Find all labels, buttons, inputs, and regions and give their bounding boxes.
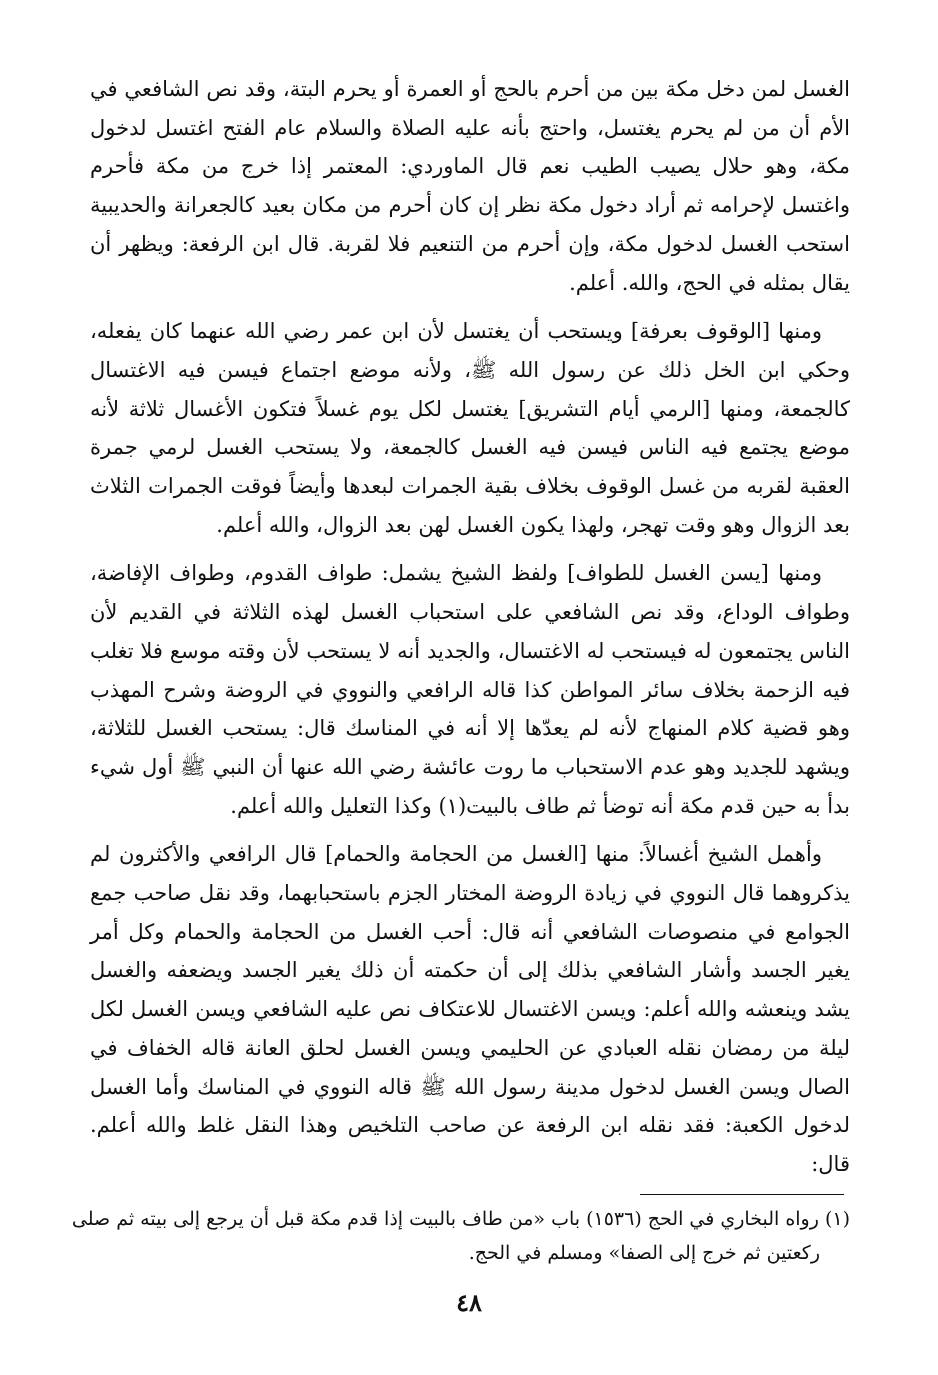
text-line: عائشة رضي الله عنها أن النبي ﷺ أول شيء بدأ به حين قدم مكة أنه توضأ ثم طاف بالبيت(١) وكذا [90,754,850,818]
text-line: فيستحب له الاغتسال، والجديد أنه لا يستحب لأن وقته موسع فلا تغلب فيه الزحمة بخلاف سائر [90,638,850,702]
text-line: أيام التشريق] يغتسل لكل يوم غسلاً فتكون الأغسال ثلاثة لأنه موضع يجتمع فيه الناس فيسن فيه [90,396,850,460]
text-line: فلا لقربة. قال ابن الرفعة: ويظهر أن يقال بمثله في الحج، والله. أعلم. [90,231,850,295]
text-line: ابن الخل ذلك عن رسول الله ﷺ، ولأنه موضع اجتماع فيسن فيه الاغتسال كالجمعة، ومنها [الرمي [90,357,851,421]
paragraph-4 [90,835,850,1183]
text-line: لم يحرم يغتسل، واحتج بأنه عليه الصلاة والسلام عام الفتح اغتسل لدخول مكة، وهو حلال يصيب [90,115,850,179]
text-line: في منصوصات الشافعي أنه قال: أحب الغسل من الحجامة والحمام وكل أمر يغير الجسد وأشار [90,919,850,983]
text-line: ويسن الغسل لحلق العانة قاله الخفاف في الصال ويسن الغسل لدخول مدينة رسول الله ﷺ قاله [90,1035,850,1099]
text-line: الطيب نعم قال الماوردي: المعتمر إذا خرج من مكة فأحرم واغتسل لإحرامه ثم أراد دخول مكة نظر [90,154,850,218]
text-line: المواطن كذا قاله الرافعي والنووي في الروضة وشرح المهذب وهو قضية كلام المنهاج لأنه لم يعدّها [90,677,850,741]
text-line: ومنها [يسن الغسل للطواف] ولفظ الشيخ يشمل: طواف القدوم، وطواف الإفاضة، وطواف [90,561,850,625]
text-line: وأهمل الشيخ أغسالاً: منها [الغسل من الحجامة والحمام] قال الرافعي والأكثرون لم [90,842,822,867]
text-line: الشافعي بذلك إلى أن حكمته أن ذلك يغير الجسد ويضعفه والغسل يشد وينعشه والله أعلم: ويسن [90,958,850,1022]
footnote-line: ركعتين ثم خرج إلى الصفا» ومسلم في الحج. [468,1242,820,1264]
text-line: بعد الزوال، والله أعلم. [216,512,412,537]
paragraph-2 [90,312,850,544]
text-line: الجمرات لبعدها وأيضاً فوقت الجمرات الثلاث بعد الزوال وهو وقت تهجر، ولهذا يكون الغسل لهن [90,474,850,537]
paragraph-1 [90,70,850,302]
text-line: الاغتسال للاعتكاف نص عليه الشافعي ويسن الغسل لكل ليلة من رمضان نقله العبادي عن الحليمي [90,997,850,1060]
text-line: النووي في المناسك وأما الغسل لدخول الكعبة: فقد نقله ابن الرفعة عن صاحب التلخيص وهذا [90,1074,851,1138]
text-line: ومنها [الوقوف بعرفة] ويستحب أن يغتسل لأن ابن عمر رضي الله عنهما كان يفعله، وحكي [90,319,850,382]
text-line: النقل غلط والله أعلم. قال: [90,1113,850,1176]
text-line: الوداع، وقد نص الشافعي على استحباب الغسل لهذه الثلاثة في القديم لأن الناس يجتمعون له [90,600,851,663]
footnote-divider [640,1194,844,1195]
text-line: التعليل والله أعلم. [230,793,389,818]
footnote [71,1202,850,1270]
paragraph-3 [90,554,850,825]
page-number: ٤٨ [456,1288,482,1317]
text-line: إن كان أحرم من مكان بعيد كالجعرانة والحديبية استحب الغسل لدخول مكة، وإن أحرم من التنعيم [90,193,850,256]
text-line: إلا أنه في المناسك قال: يستحب الغسل للثلاثة، ويشهد للجديد وهو عدم الاستحباب ما روت [90,716,850,779]
text-line: الغسل كالجمعة، ولا يستحب الغسل لرمي جمرة العقبة لقربه من غسل الوقوف بخلاف بقية [90,435,850,499]
text-line: يذكروهما قال النووي في زيادة الروضة المختار الجزم باستحبابهما، وقد نقل صاحب جمع الجوامع [90,881,850,944]
body-text [90,70,850,1194]
text-line: الغسل لمن دخل مكة بين من أحرم بالحج أو العمرة أو يحرم البتة، وقد نص الشافعي في الأم أن من [90,77,851,140]
footnote-line: (١) رواه البخاري في الحج (١٥٣٦) باب «من طاف بالبيت إذا قدم مكة قبل أن يرجع إلى بيته ثم صلى [71,1208,850,1230]
